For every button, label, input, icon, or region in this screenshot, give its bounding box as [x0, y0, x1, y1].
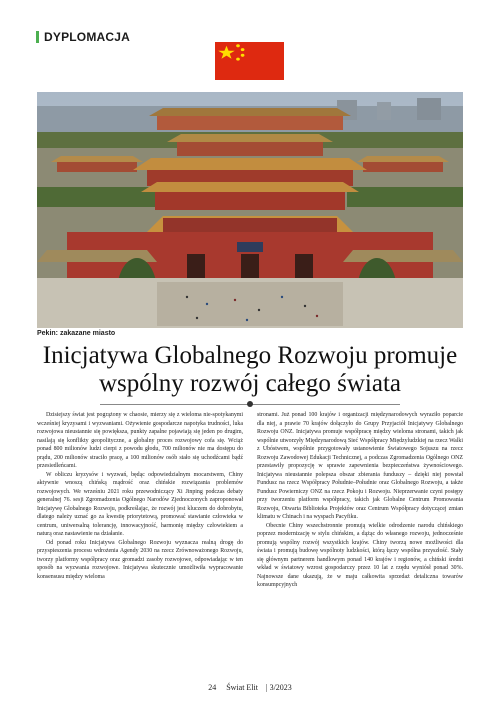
photo-caption: Pekin: zakazane miasto	[37, 330, 116, 337]
section-label: DYPLOMACJA	[44, 30, 131, 44]
title-divider-dot	[247, 401, 253, 407]
issue-number: | 3/2023	[265, 683, 292, 692]
section-accent-bar	[36, 31, 39, 43]
paragraph: stronami. Już ponad 100 krajów i organizacji międzynarodowych wyraziło poparcie dla niej, a prawie 70 krajów dołączyło do Grupy Przyjaciół Inicjatywy Globalnego Rozwoju ONZ. Inicjatywa promuje współpracę między wieloma stronami, takich jak wspólnie utworzyły Międzynarodową Sieć Współpracy Międzyludzkiej na rzecz Walki z Ubóstwem, wspólnie przygotowały ustanowienie Światowego Sojuszu na rzecz Rozwoju Zawodowej Edukacji Technicznej, a podczas Zgromadzenia Ogólnego ONZ przestawiły propozycję w sprawie zapewnienia bezpieczeństwa żywnościowego. Inicjatywa nieustannie polepsza obszar zbierania funduszy – dzięki niej powstał Fundusz na rzecz Współpracy Południe–Południe oraz Globalnego Rozwoju, a także Fundusz Powierniczy ONZ na rzecz Pokoju i Rozwoju. Nieprzerwanie czyni postępy przy tworzeniu platform współpracy, takich jak Globalne Centrum Promowania Rozwoju, Otwarta Biblioteka Projektów oraz Centrum Współpracy dotyczącej zmian klimatu w Chinach i na wyspach Pacyfiku.	[257, 412, 463, 520]
section-tag	[36, 30, 130, 44]
page-number: 24	[208, 683, 217, 692]
forbidden-city-photo	[37, 92, 463, 328]
magazine-name: Świat Elit	[226, 683, 258, 692]
page-footer	[0, 683, 500, 692]
left-column	[37, 411, 243, 590]
right-column	[257, 411, 463, 590]
china-flag-icon	[215, 42, 284, 80]
article-title: Inicjatywa Globalnego Rozwoju promuje wspólny rozwój całego świata	[42, 342, 458, 397]
article-body	[37, 411, 463, 590]
paragraph: Dzisiejszy świat jest pogrążony w chaosie, mierzy się z wieloma nie-spotykanymi wcześniej kryzysami i wyzwaniami. Ożywienie gospodarcze napotyka trudności, luka rozwojowa nieustannie się powiększa, punkty zapalne pojawiają się jeden po drugim, nasilają się konflikty geopolityczne, a globalny proces rozwojowy cofa się. Wciąż ponad 800 milionów ludzi cierpi z powodu głodu, 700 milionów nie ma dostępu do prądu, 200 milionów straciło pracę, a 100 milionów osób stało się uchodźcami bądź przesiedleńcami.	[37, 412, 243, 469]
paragraph: Od ponad roku Inicjatywa Globalnego Rozwoju wyznacza realną drogę do przyspieszenia procesu wdrożenia Agendy 2030 na rzecz Zrównoważonego Rozwoju, tworzy platformy współpracy oraz gromadzi zasoby rozwojowe, odpowiadając w ten sposób na wyzwania rozwojowe. Inicjatywa skutecznie umożliwiła wypracowanie konsensusu między wieloma	[37, 539, 243, 580]
paragraph: Obecnie Chiny wszechstronnie promują wielkie odrodzenie narodu chińskiego poprzez modernizację w stylu chińskim, a dążąc do własnego rozwoju, jednocześnie promują wspólny rozwój wszystkich krajów. Chiny tworzą nowe możliwości dla świata i promują budowę wspólnoty ludzkości, którą łączy wspólna przyszłość. Stały się głównym partnerem handlowym ponad 140 krajów i regionów, a chiński średni wkład w światowy wzrost gospodarczy przez 10 lat z rzędu wyniósł ponad 30%. Najnowsze dane ukazują, że w maju całkowita sprzedaż detaliczna towarów konsumpcyjnych	[257, 522, 463, 588]
paragraph: W obliczu kryzysów i wyzwań, będąc odpowiedzialnym mocarstwem, Chiny aktywnie wnoszą chińską mądrość oraz chińskie rozwiązania problemów rozwojowych. We wrześniu 2021 roku przewodniczący Xi Jinping podczas debaty generalnej 76. sesji Zgromadzenia Ogólnego Narodów Zjednoczonych zaproponował Inicjatywę Globalnego Rozwoju, podkreślając, że rozwój jest kluczem do dobrobytu, dlatego należy uznać go za kwestię priorytetową, promować stawianie człowieka w centrum, uniwersalną tolerancję, innowacyjność, harmonię między człowiekiem a naturą oraz nastawienie na działanie.	[37, 471, 243, 537]
